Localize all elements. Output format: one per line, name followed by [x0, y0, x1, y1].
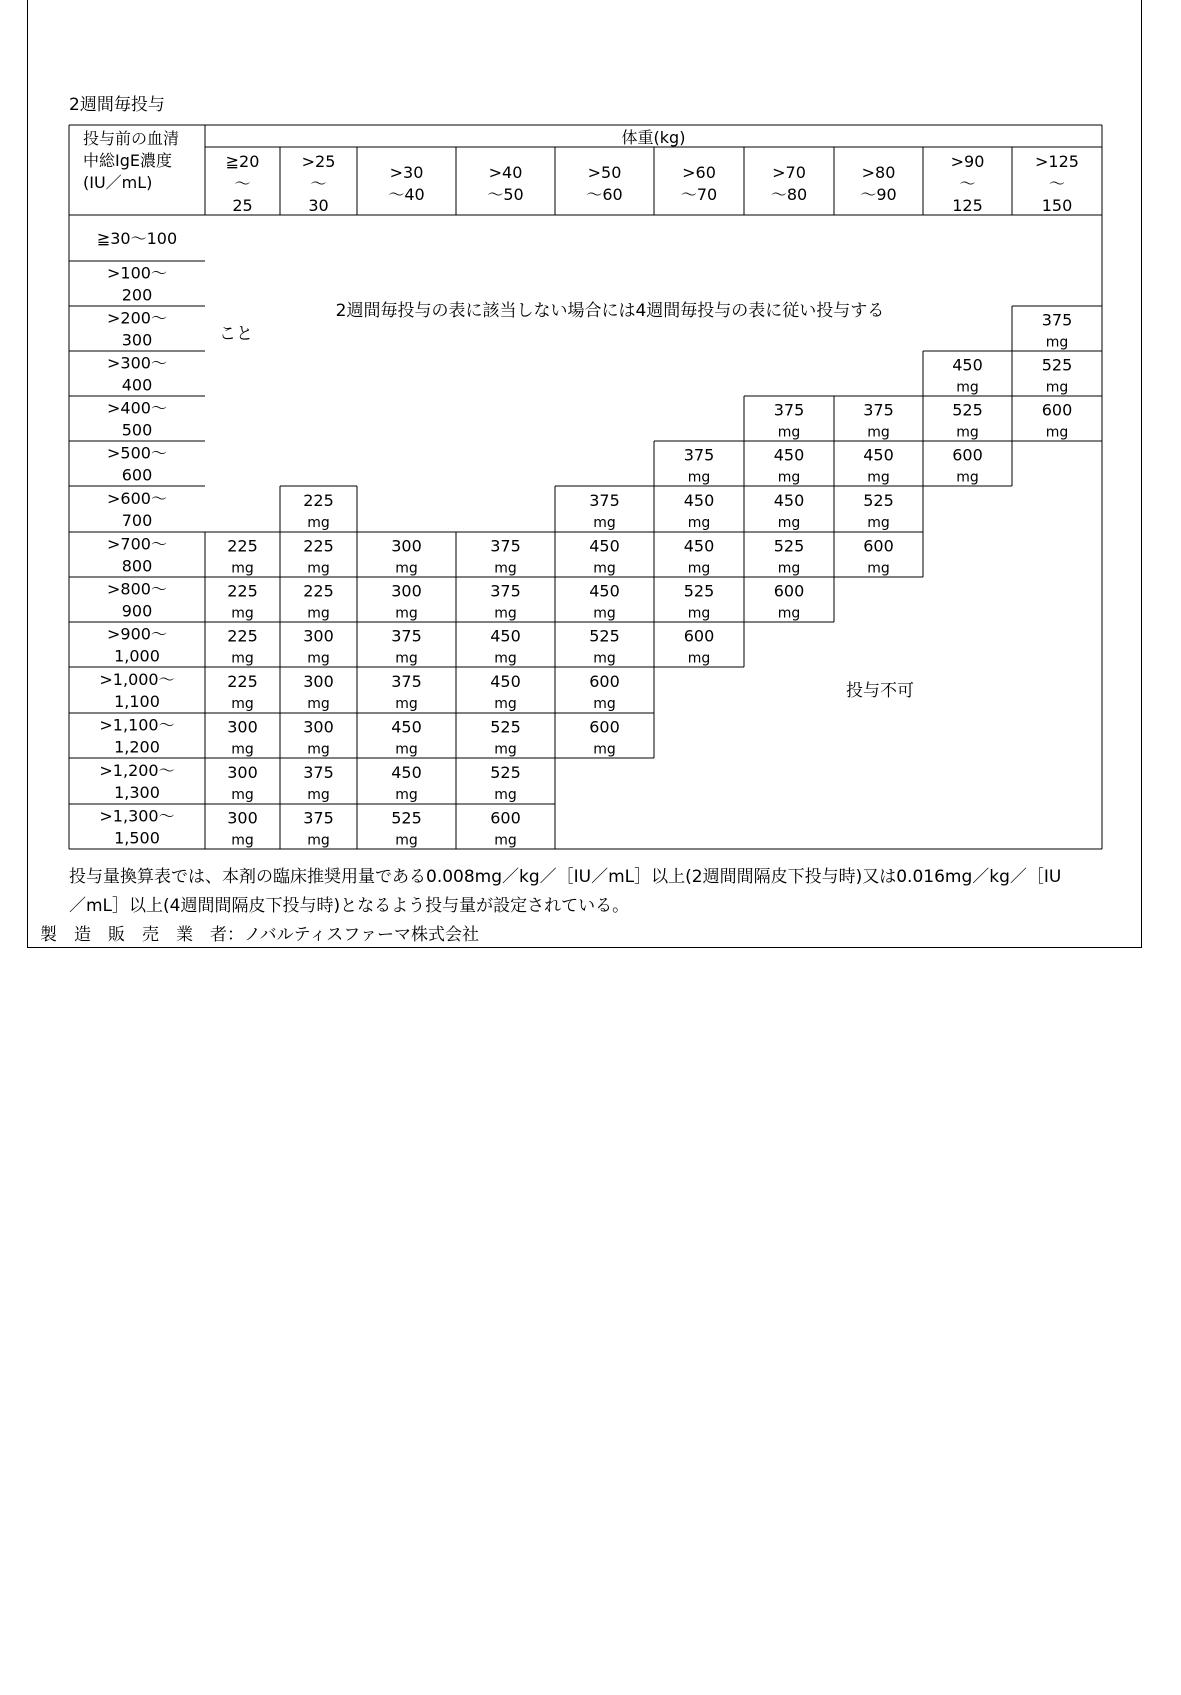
ige-row-label: 1,300: [114, 783, 160, 802]
dose-value: 300: [227, 808, 258, 828]
ige-row-label: 500: [121, 420, 153, 440]
dose-value: 450: [773, 445, 805, 465]
dose-unit: mg: [687, 650, 711, 667]
dose-value: 450: [773, 491, 805, 510]
not-applicable-note: 2週間毎投与の表に該当しない場合には4週間毎投与の表に従い投与する: [335, 301, 885, 321]
weight-column-label: 30: [308, 196, 329, 215]
weight-column-label: >80: [861, 163, 896, 182]
ige-row-label: >200～: [107, 308, 167, 328]
dose-value: 600: [589, 717, 620, 737]
ige-row-label: 600: [121, 465, 153, 485]
ige-row-label: >600～: [107, 489, 167, 508]
dose-value: 375: [303, 808, 334, 828]
weight-column-label: >50: [587, 163, 622, 182]
ige-row-label: >100～: [107, 263, 167, 283]
dose-unit: mg: [956, 469, 979, 486]
ige-row-label: >800～: [107, 579, 167, 599]
dose-value: 450: [683, 491, 715, 510]
weight-header: 体重(kg): [621, 128, 686, 147]
weight-column-label: >90: [950, 152, 985, 171]
weight-column-label: 125: [952, 196, 983, 215]
dose-unit: mg: [231, 741, 254, 758]
dose-unit: mg: [395, 787, 418, 803]
dose-unit: mg: [494, 560, 517, 577]
ige-row-label: >1,200～: [99, 761, 175, 780]
dose-unit: mg: [231, 560, 254, 577]
dose-unit: mg: [687, 560, 711, 577]
ige-row-label: 300: [121, 330, 153, 350]
dose-value: 225: [303, 536, 334, 556]
dose-value: 375: [863, 400, 894, 420]
dose-unit: mg: [395, 650, 418, 667]
dose-value: 375: [490, 536, 521, 556]
dose-value: 375: [683, 445, 715, 465]
not-applicable-note-tail: こと: [219, 324, 253, 344]
dose-unit: mg: [867, 469, 890, 486]
manufacturer-name: ノバルティスファーマ株式会社: [244, 925, 479, 945]
ige-row-label: >700～: [107, 534, 167, 554]
dose-value: 600: [863, 536, 894, 556]
dose-value: 450: [863, 445, 894, 465]
dose-unit: mg: [307, 560, 330, 577]
dose-value: 300: [391, 581, 422, 601]
dose-value: 375: [303, 763, 334, 782]
row-header-title: 中総IgE濃度: [83, 151, 172, 170]
weight-column-label: ～80: [770, 185, 808, 204]
dose-value: 525: [683, 581, 715, 601]
dose-value: 600: [952, 445, 983, 465]
weight-column-label: >60: [682, 163, 716, 182]
dose-value: 525: [490, 717, 521, 737]
dose-value: 300: [227, 717, 258, 737]
dose-unit: mg: [231, 605, 254, 622]
dose-value: 600: [773, 581, 805, 601]
dose-unit: mg: [395, 696, 418, 712]
dose-unit: mg: [494, 787, 517, 803]
dose-unit: mg: [494, 605, 517, 622]
dose-unit: mg: [395, 832, 418, 849]
ige-row-label: 900: [121, 601, 153, 621]
dose-value: 375: [490, 581, 521, 601]
dose-unit: mg: [307, 515, 330, 531]
dose-unit: mg: [494, 696, 517, 712]
dose-value: 525: [1041, 355, 1073, 375]
weight-column-label: 150: [1041, 196, 1073, 215]
dose-value: 450: [391, 717, 422, 737]
weight-column-label: ～60: [586, 185, 623, 204]
weight-column-label: ～70: [680, 185, 718, 204]
dose-unit: mg: [777, 605, 801, 622]
dose-unit: mg: [593, 515, 616, 531]
dose-value: 600: [1041, 400, 1073, 420]
dose-unit: mg: [494, 741, 517, 758]
ige-row-label: 1,100: [114, 692, 160, 711]
dose-unit: mg: [777, 424, 801, 441]
dose-value: 525: [391, 808, 422, 828]
dose-value: 300: [391, 536, 422, 556]
dose-value: 525: [952, 400, 983, 420]
dose-unit: mg: [307, 696, 330, 712]
dose-unit: mg: [395, 605, 418, 622]
ige-row-label: 1,000: [114, 646, 160, 666]
dose-value: 525: [490, 763, 521, 782]
dose-unit: mg: [593, 605, 616, 622]
dose-value: 525: [773, 536, 805, 556]
ige-row-label: 700: [121, 511, 153, 530]
dose-unit: mg: [307, 650, 330, 667]
footnote-line-2: ／mL］以上(4週間間隔皮下投与時)となるよう投与量が設定されている。: [69, 896, 630, 916]
ige-row-label: 400: [121, 375, 153, 395]
weight-column-label: ～90: [860, 185, 897, 204]
dose-unit: mg: [593, 560, 616, 577]
dose-unit: mg: [307, 787, 330, 803]
ige-row-label: ≧30～100: [96, 229, 178, 248]
dose-value: 300: [303, 672, 334, 691]
dose-value: 600: [490, 808, 521, 828]
weight-column-label: >40: [488, 163, 523, 182]
dose-value: 375: [391, 672, 422, 691]
dose-value: 225: [303, 581, 334, 601]
row-header-title: 投与前の血清: [83, 129, 180, 148]
dose-unit: mg: [307, 741, 330, 758]
dose-value: 450: [683, 536, 715, 556]
dose-unit: mg: [687, 469, 711, 486]
dose-value: 450: [589, 581, 620, 601]
ige-row-label: >500～: [107, 443, 167, 463]
dose-value: 225: [227, 581, 258, 601]
dose-unit: mg: [777, 469, 801, 486]
dose-unit: mg: [231, 787, 254, 803]
weight-column-label: ≧20: [225, 152, 260, 171]
dose-value: 450: [490, 672, 521, 691]
dose-unit: mg: [494, 650, 517, 667]
ige-row-label: 1,200: [114, 737, 160, 757]
weight-column-label: >25: [301, 152, 336, 171]
weight-column-label: >30: [389, 163, 424, 182]
dose-value: 375: [391, 626, 422, 646]
dose-unit: mg: [395, 741, 418, 758]
dose-unit: mg: [867, 424, 890, 441]
dose-unit: mg: [867, 515, 890, 531]
manufacturer: [40, 920, 479, 945]
dose-unit: mg: [593, 741, 616, 758]
dose-value: 375: [773, 400, 805, 420]
weight-column-label: >125: [1035, 152, 1079, 171]
dose-value: 450: [391, 763, 422, 782]
dose-unit: mg: [687, 515, 711, 531]
weight-column-label: ～: [234, 174, 251, 193]
dose-value: 525: [589, 626, 620, 646]
weight-column-label: ～: [1048, 174, 1066, 193]
dose-unit: mg: [956, 379, 979, 396]
dose-value: 375: [589, 491, 620, 510]
dose-value: 450: [952, 355, 983, 375]
dose-unit: mg: [231, 696, 254, 712]
ige-row-label: 1,500: [114, 828, 160, 848]
dose-unit: mg: [777, 560, 801, 577]
dose-value: 450: [589, 536, 620, 556]
weight-column-label: ～: [310, 174, 327, 193]
not-allowed-label: 投与不可: [846, 681, 914, 701]
dose-value: 600: [589, 672, 620, 691]
dose-unit: mg: [1045, 424, 1069, 441]
row-header-title: (IU／mL): [83, 173, 153, 192]
dose-value: 225: [303, 491, 334, 510]
dose-value: 225: [227, 536, 258, 556]
ige-row-label: 800: [121, 556, 153, 576]
dose-unit: mg: [395, 560, 418, 577]
section-title: 2週間毎投与: [69, 95, 165, 115]
weight-column-label: ～40: [388, 185, 425, 204]
ige-row-label: 200: [121, 285, 153, 305]
dose-value: 525: [863, 491, 894, 510]
dose-value: 300: [227, 763, 258, 782]
weight-column-label: ～50: [487, 185, 524, 204]
dose-unit: mg: [956, 424, 979, 441]
dose-unit: mg: [494, 832, 517, 849]
dose-unit: mg: [687, 605, 711, 622]
dose-unit: mg: [1045, 334, 1069, 351]
dose-unit: mg: [231, 832, 254, 849]
ige-row-label: >300～: [107, 353, 167, 373]
weight-column-label: ～: [959, 174, 976, 193]
dose-value: 450: [490, 626, 521, 646]
dose-unit: mg: [231, 650, 254, 667]
weight-column-label: 25: [232, 196, 253, 215]
ige-row-label: >1,300～: [99, 806, 175, 826]
dose-value: 300: [303, 717, 334, 737]
dose-value: 300: [303, 626, 334, 646]
ige-row-label: >1,000～: [99, 670, 175, 689]
ige-row-label: >1,100～: [99, 715, 175, 735]
manufacturer-label: 製 造 販 売 業 者：: [40, 925, 244, 945]
dose-unit: mg: [1045, 379, 1069, 396]
dose-value: 600: [683, 626, 715, 646]
dose-unit: mg: [307, 605, 330, 622]
dose-value: 225: [227, 626, 258, 646]
dose-value: 225: [227, 672, 258, 691]
ige-row-label: >900～: [107, 624, 167, 644]
dose-value: 375: [1041, 310, 1073, 330]
dose-unit: mg: [867, 560, 890, 577]
dose-unit: mg: [777, 515, 801, 531]
ige-row-label: >400～: [107, 398, 167, 418]
dose-unit: mg: [593, 696, 616, 712]
footnote-line-1: 投与量換算表では、本剤の臨床推奨用量である0.008mg／kg／［IU／mL］以上(2週間間隔皮下投与時)又は0.016mg／kg／［IU: [69, 867, 1062, 887]
dose-unit: mg: [307, 832, 330, 849]
weight-column-label: >70: [772, 163, 806, 182]
dose-unit: mg: [593, 650, 616, 667]
